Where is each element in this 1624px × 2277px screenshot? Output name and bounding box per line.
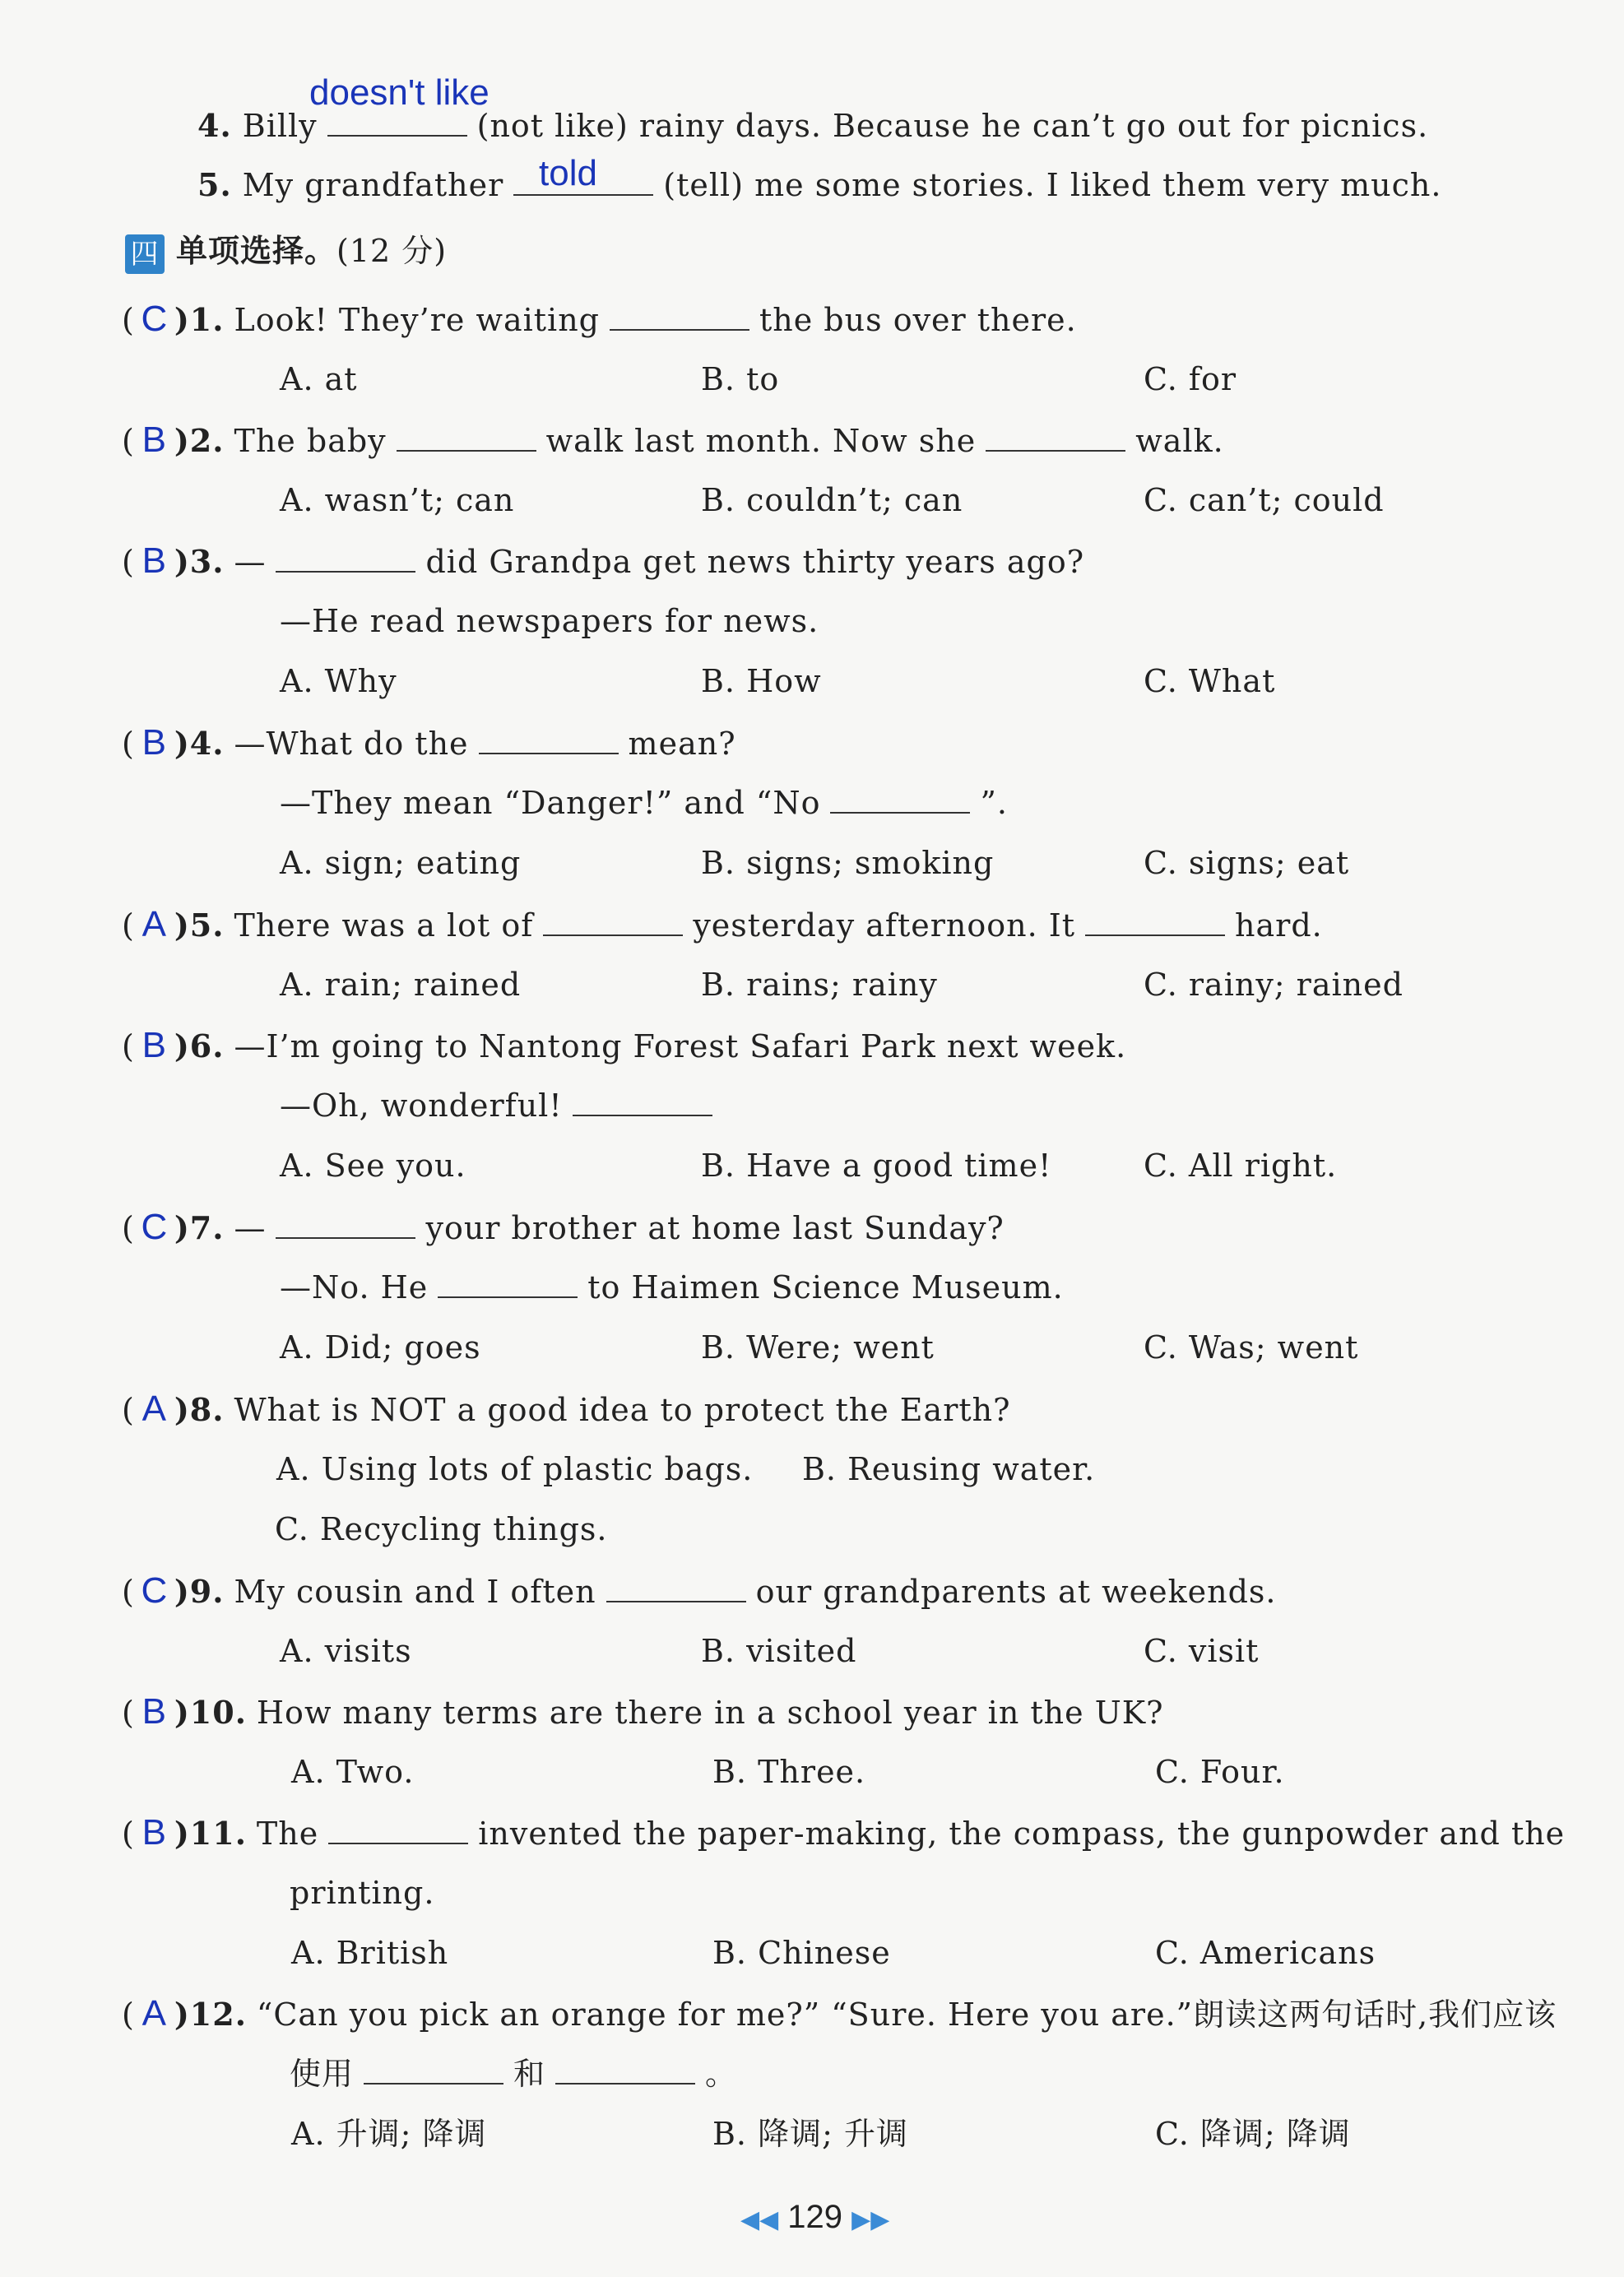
question-row [122, 1812, 1565, 1854]
question-text: Look! They’re waiting [234, 302, 600, 338]
answer-blank[interactable] [610, 299, 749, 331]
answer-blank[interactable] [573, 1085, 712, 1116]
question-number: )7. [174, 1209, 225, 1246]
question-text: walk. [1135, 423, 1224, 459]
question-text: invented the paper-making, the compass, the gunpowder and the [478, 1816, 1566, 1852]
question-number: )1. [174, 301, 225, 338]
item-number: 5. [197, 166, 232, 203]
question-continuation [290, 2053, 737, 2094]
answer-blank[interactable] [479, 723, 619, 754]
question-text: My cousin and I often [234, 1574, 596, 1610]
option-b[interactable]: B. to [701, 361, 780, 397]
item-text: (tell) me some stories. I liked them very much. [663, 167, 1442, 203]
question-row [122, 420, 1224, 461]
open-paren: ( [122, 726, 135, 762]
question-text: —No. He [280, 1269, 429, 1305]
option-a[interactable]: A. wasn’t; can [280, 482, 515, 518]
question-text: yesterday afternoon. It [693, 907, 1076, 944]
option-a[interactable]: A. Why [280, 663, 397, 699]
question-text: did Grandpa get news thirty years ago? [425, 544, 1085, 580]
answer-blank[interactable] [513, 165, 653, 196]
question-text: your brother at home last Sunday? [425, 1210, 1005, 1246]
option-a[interactable]: A. British [291, 1935, 449, 1971]
question-number: )6. [174, 1027, 225, 1064]
handwritten-choice: B [142, 420, 167, 460]
question-text: hard. [1235, 907, 1323, 944]
option-b[interactable]: B. 降调; 升调 [712, 2116, 908, 2152]
option-c[interactable]: C. 降调; 降调 [1155, 2116, 1351, 2152]
question-text: ”. [980, 785, 1008, 821]
question-number: )2. [174, 422, 225, 459]
section-score: (12 分) [336, 233, 448, 269]
option-c[interactable]: C. Four. [1155, 1754, 1285, 1790]
question-text: What is NOT a good idea to protect the Earth? [234, 1392, 1011, 1428]
answer-blank[interactable] [986, 420, 1125, 452]
handwritten-choice: B [142, 722, 167, 763]
open-paren: ( [122, 544, 135, 580]
handwritten-choice: C [141, 1570, 169, 1611]
open-paren: ( [122, 1028, 135, 1064]
question-row [122, 540, 1084, 582]
question-text: 。 [705, 2056, 738, 2092]
option-b[interactable]: B. signs; smoking [701, 845, 995, 881]
question-continuation [280, 1267, 1064, 1308]
option-a[interactable]: A. See you. [280, 1148, 466, 1184]
option-a[interactable]: A. 升调; 降调 [291, 2116, 487, 2152]
option-b[interactable]: B. Three. [712, 1754, 866, 1790]
option-a[interactable]: C. Recycling things. [275, 1511, 608, 1547]
question-number: )5. [174, 907, 225, 944]
open-paren: ( [122, 423, 135, 459]
option-a[interactable]: A. Did; goes [280, 1329, 481, 1366]
open-paren: ( [122, 1816, 135, 1852]
option-a[interactable]: A. at [280, 361, 358, 397]
option-c[interactable]: C. rainy; rained [1144, 967, 1404, 1003]
option-a[interactable]: A. Using lots of plastic bags. [276, 1451, 754, 1487]
question-text: There was a lot of [234, 907, 534, 944]
option-c[interactable]: C. can’t; could [1144, 482, 1385, 518]
question-number: )11. [174, 1815, 247, 1852]
question-text: — [234, 544, 267, 580]
item-text: (not like) rainy days. Because he can’t go out for picnics. [476, 108, 1429, 144]
question-row [122, 1691, 1164, 1733]
question-row [122, 904, 1323, 946]
answer-blank[interactable] [438, 1267, 578, 1298]
question-continuation [290, 1872, 434, 1913]
option-a[interactable]: A. sign; eating [280, 845, 522, 881]
page-number: 129 [787, 2199, 843, 2235]
handwritten-choice: B [142, 1812, 167, 1853]
option-c[interactable]: C. All right. [1144, 1148, 1338, 1184]
option-b[interactable]: B. How [701, 663, 822, 699]
answer-blank[interactable] [276, 1208, 415, 1239]
question-number: )3. [174, 543, 225, 580]
open-paren: ( [122, 1574, 135, 1610]
question-text: — [234, 1210, 267, 1246]
answer-blank[interactable] [328, 1813, 468, 1844]
question-text: “Can you pick an orange for me?” “Sure. Here you are.”朗读这两句话时,我们应该 [256, 1996, 1557, 2033]
question-row [122, 1207, 1005, 1249]
option-b[interactable]: B. rains; rainy [701, 967, 938, 1003]
answer-blank[interactable] [543, 905, 683, 936]
option-b[interactable]: B. visited [701, 1633, 857, 1669]
answer-blank[interactable] [327, 105, 467, 137]
question-text: —They mean “Danger!” and “No [280, 785, 821, 821]
question-text: 和 [513, 2056, 546, 2092]
question-text: How many terms are there in a school year in the UK? [256, 1695, 1164, 1731]
handwritten-choice: A [142, 1389, 167, 1429]
question-text: walk last month. Now she [545, 423, 977, 459]
question-continuation [280, 601, 819, 642]
option-c[interactable]: C. Americans [1155, 1935, 1376, 1971]
open-paren: ( [122, 1210, 135, 1246]
section-header [125, 230, 447, 274]
option-c[interactable]: C. signs; eat [1144, 845, 1350, 881]
handwritten-choice: A [142, 1993, 167, 2034]
handwritten-choice: C [141, 1207, 169, 1247]
open-paren: ( [122, 1996, 135, 2033]
question-text: —Oh, wonderful! [280, 1087, 563, 1124]
next-arrow-icon: ▶▶ [851, 2206, 890, 2233]
question-text: —I’m going to Nantong Forest Safari Park next week. [234, 1028, 1127, 1064]
handwritten-choice: B [142, 1025, 167, 1065]
question-number: )4. [174, 725, 225, 762]
question-text: mean? [628, 726, 736, 762]
question-number: )9. [174, 1573, 225, 1610]
question-text: 使用 [290, 2056, 355, 2092]
question-number: )12. [174, 1996, 247, 2033]
question-continuation [280, 782, 1008, 823]
answer-blank[interactable] [555, 2053, 695, 2085]
option-c[interactable]: C. Was; went [1144, 1329, 1359, 1366]
answer-blank[interactable] [606, 1571, 746, 1602]
question-row [122, 1389, 1010, 1431]
question-number: )10. [174, 1694, 247, 1731]
question-text: The [256, 1816, 319, 1852]
question-row [122, 722, 736, 764]
open-paren: ( [122, 1695, 135, 1731]
question-text: our grandparents at weekends. [755, 1574, 1277, 1610]
open-paren: ( [122, 302, 135, 338]
question-text: to Haimen Science Museum. [587, 1269, 1064, 1305]
handwritten-choice: B [142, 1691, 167, 1732]
option-b[interactable]: B. Have a good time! [701, 1148, 1052, 1184]
item-text: My grandfather [242, 167, 504, 203]
option-b[interactable]: B. couldn’t; can [701, 482, 963, 518]
fill-in-item-5 [197, 165, 1441, 206]
section-number-icon: 四 [125, 234, 165, 274]
answer-blank[interactable] [830, 782, 970, 814]
option-b[interactable]: B. Reusing water. [802, 1451, 1096, 1487]
answer-blank[interactable] [397, 420, 536, 452]
prev-arrow-icon: ◀◀ [740, 2206, 779, 2233]
question-text: The baby [234, 423, 387, 459]
handwritten-answer-4: doesn't like [309, 72, 490, 113]
question-text: —What do the [234, 726, 469, 762]
answer-blank[interactable] [1085, 905, 1225, 936]
handwritten-answer-5: told [539, 153, 597, 193]
answer-blank[interactable] [276, 541, 415, 573]
question-row [122, 1570, 1277, 1612]
option-a[interactable]: A. visits [280, 1633, 412, 1669]
section-title: 单项选择。 [176, 232, 337, 269]
open-paren: ( [122, 907, 135, 944]
page-footer [740, 2196, 889, 2241]
open-paren: ( [122, 1392, 135, 1428]
option-c[interactable]: C. visit [1144, 1633, 1260, 1669]
item-text: Billy [242, 108, 318, 144]
question-text: the bus over there. [759, 302, 1077, 338]
question-text: printing. [290, 1875, 435, 1911]
option-c[interactable]: C. What [1144, 663, 1276, 699]
fill-in-item-4 [197, 105, 1428, 146]
option-b[interactable]: B. Were; went [701, 1329, 935, 1366]
option-c[interactable]: C. for [1144, 361, 1237, 397]
question-continuation [280, 1085, 722, 1126]
handwritten-choice: A [142, 904, 167, 944]
question-row [122, 1025, 1126, 1067]
option-a[interactable]: A. rain; rained [280, 967, 522, 1003]
item-number: 4. [197, 107, 232, 144]
handwritten-choice: B [142, 540, 167, 581]
question-row [122, 1993, 1557, 2035]
option-a[interactable]: A. Two. [291, 1754, 415, 1790]
answer-blank[interactable] [364, 2053, 503, 2085]
question-number: )8. [174, 1391, 225, 1428]
handwritten-choice: C [141, 299, 169, 339]
question-row [122, 299, 1077, 341]
option-b[interactable]: B. Chinese [712, 1935, 891, 1971]
question-text: —He read newspapers for news. [280, 603, 819, 639]
